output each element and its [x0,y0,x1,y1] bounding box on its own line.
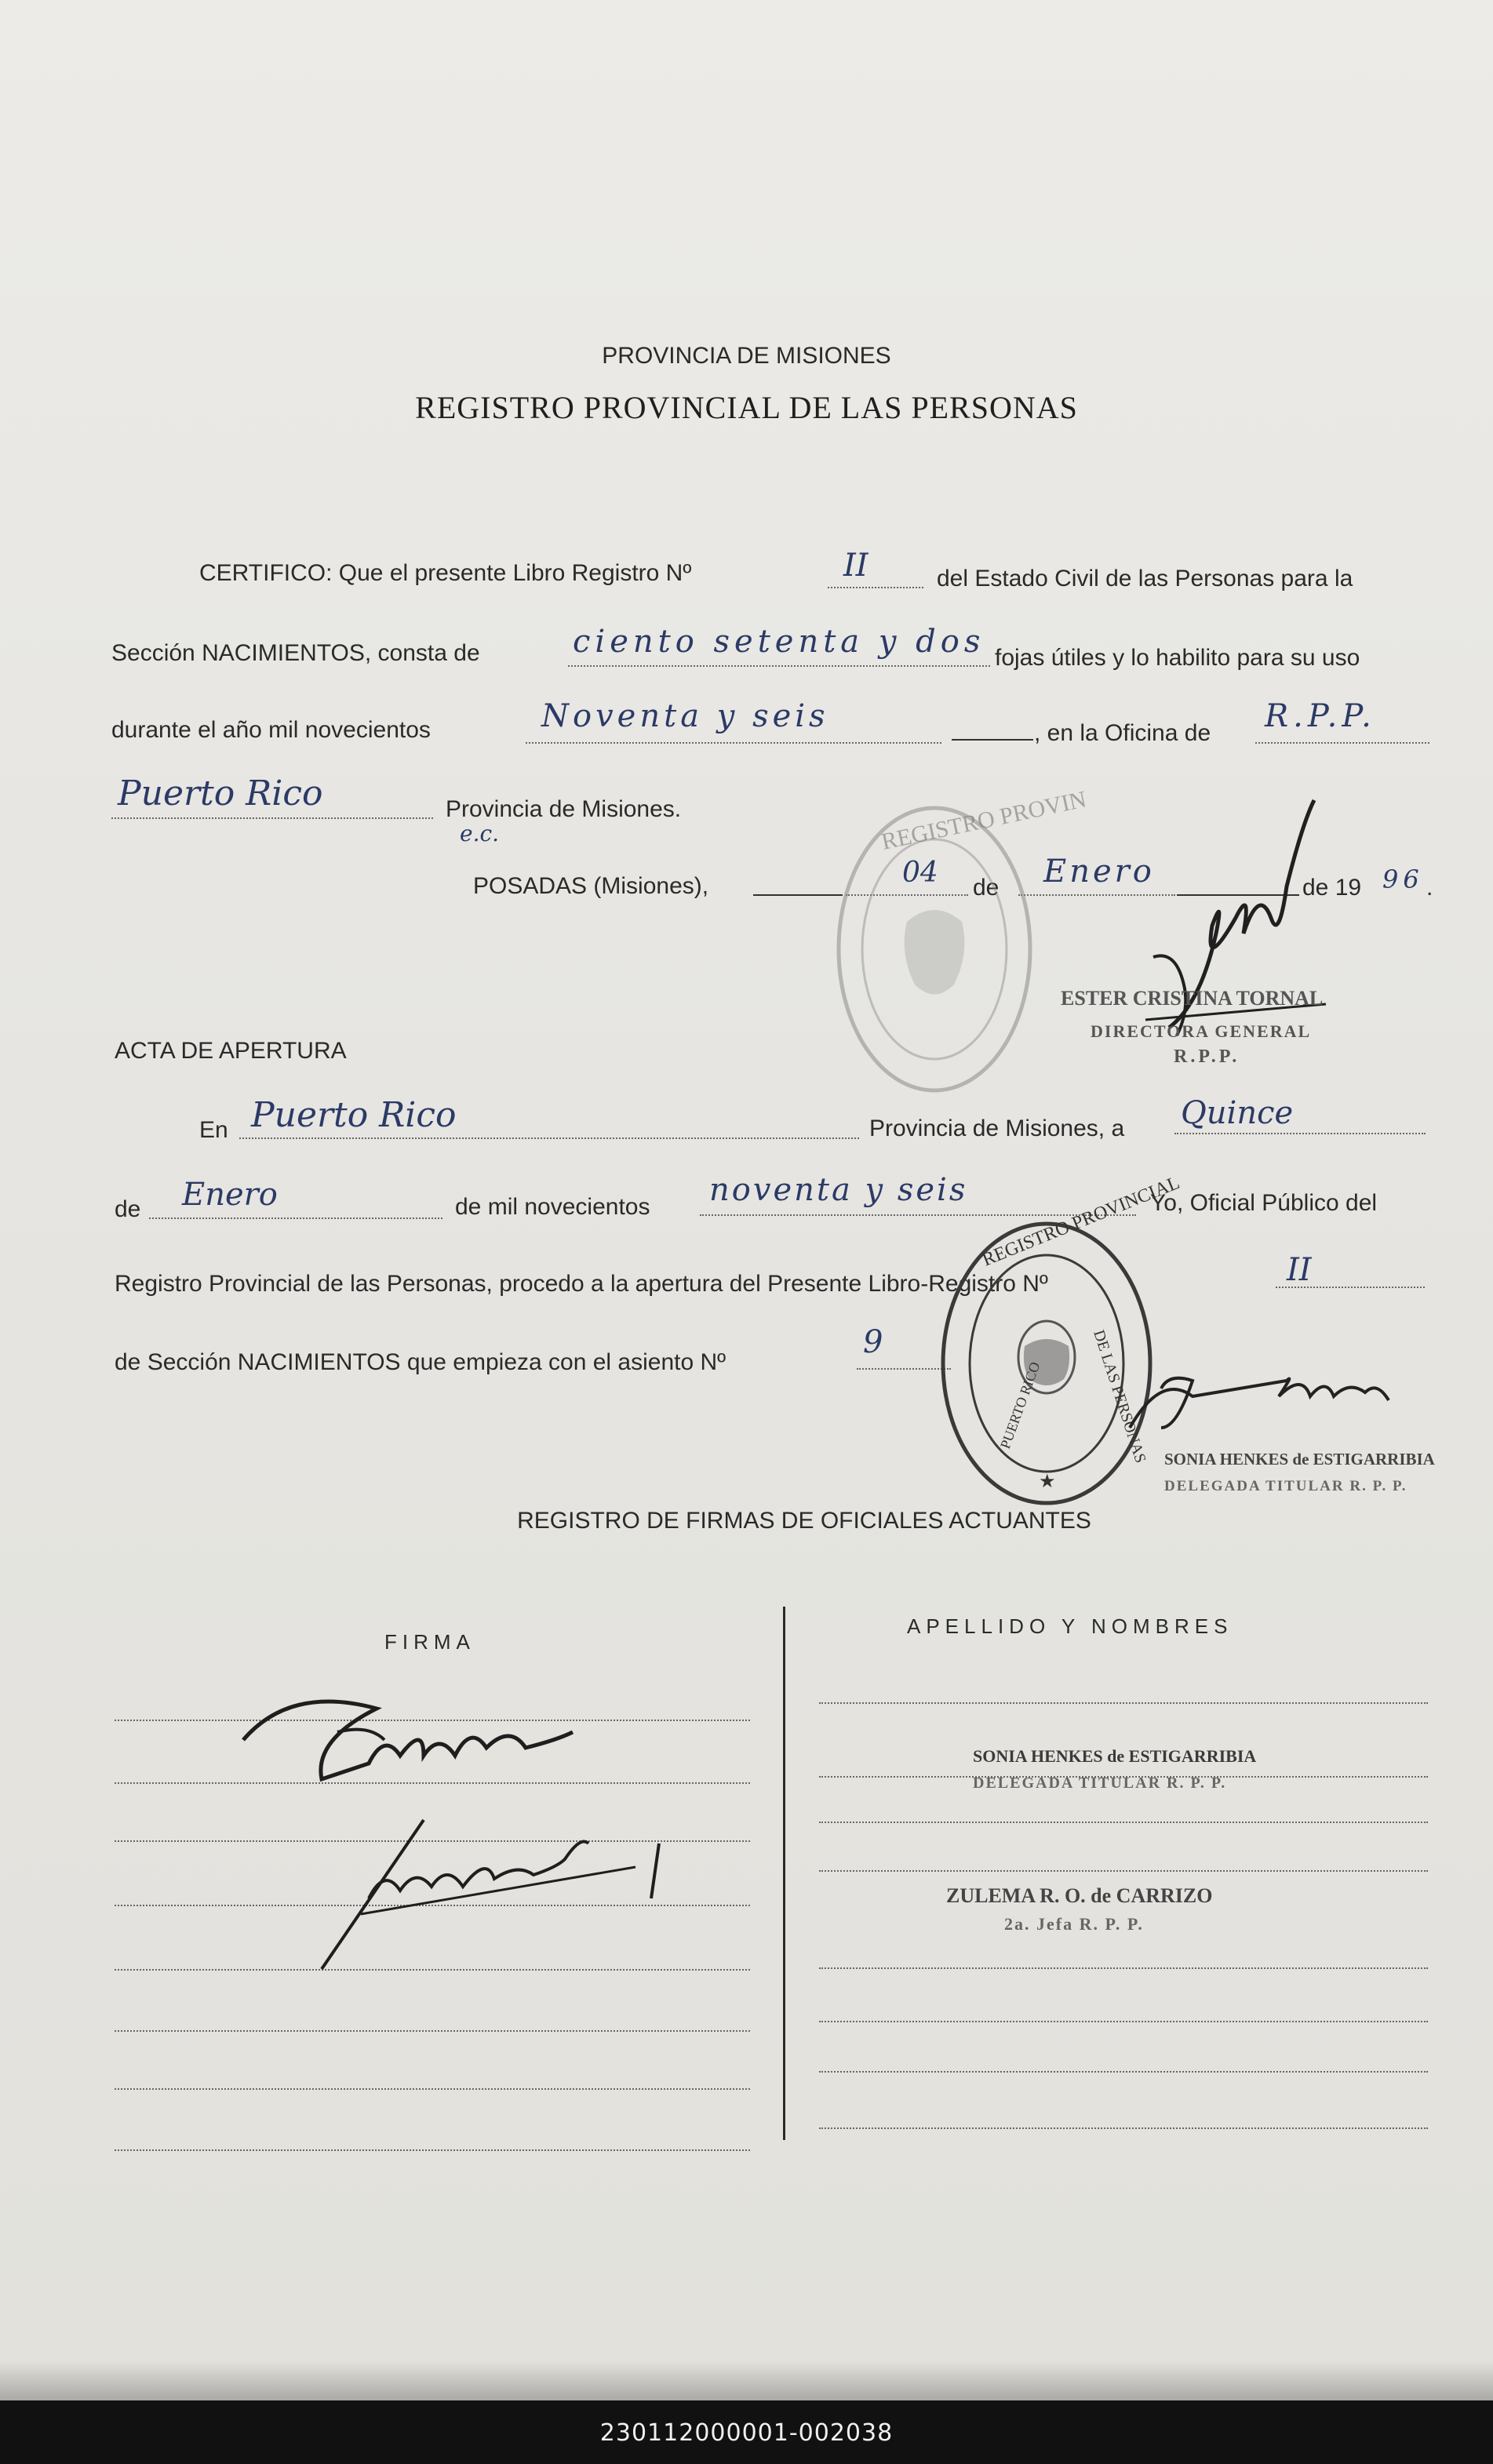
cert-line3-handwriting: Noventa y seis [541,698,829,734]
firma-signature-2 [314,1820,675,1977]
svg-text:PUERTO RICO: PUERTO RICO [996,1359,1043,1451]
cert-line4-handwriting2: e.c. [460,821,500,846]
nombre-row-6 [819,2021,1428,2022]
cert-date-day: 04 [902,857,938,889]
column-divider [783,1607,785,2140]
cert-line2-b: fojas útiles y lo habilito para su uso [995,645,1360,671]
acta-line2-c: Yo, Oficial Público del [1150,1190,1378,1216]
acta-line2-b: de mil novecientos [455,1194,650,1220]
cert-date-de2: de 19 [1302,875,1362,901]
acta-line3-a: Registro Provincial de las Personas, procedo a la apertura del Presente Libro-Registro Nº [115,1271,1048,1297]
firma-row-6 [115,2030,750,2032]
svg-text:★: ★ [1039,1472,1056,1492]
image-caption: 230112000001-002038 [599,2419,894,2447]
cert-line3-dots [526,742,941,744]
cert-date-month: Enero [1043,853,1155,890]
acta-line4-a: de Sección NACIMIENTOS que empieza con el asiento Nº [115,1349,726,1375]
cert-line1-handwriting: II [843,548,868,584]
firma-signature-1 [235,1685,643,1795]
cert-line4-a: Provincia de Misiones. [446,796,682,822]
delegada-signature-top [1114,1357,1412,1451]
nombre-row-1 [819,1702,1428,1704]
acta-line1-a: En [199,1117,228,1143]
cert-line2-handwriting: ciento setenta y dos [573,624,985,660]
firma-row-8 [115,2149,750,2151]
acta-line4-handwriting: 9 [863,1324,883,1360]
cert-date-city: POSADAS (Misiones), [473,873,709,899]
cert-line3-blank [952,739,1033,741]
col-firma-header: FIRMA [384,1630,475,1654]
cert-line3-a: durante el año mil novecientos [111,717,431,743]
cert-line4-handwriting: Puerto Rico [118,773,323,813]
cert-line1-b: del Estado Civil de las Personas para la [937,566,1353,591]
cert-line2-a: Sección NACIMIENTOS, consta de [111,640,480,666]
cert-date-de: de [973,875,1000,901]
director-stamp-org: R.P.P. [1174,1046,1240,1067]
acta-line1-b: Provincia de Misiones, a [869,1116,1125,1141]
acta-heading: ACTA DE APERTURA [115,1038,347,1064]
province-heading: PROVINCIA DE MISIONES [602,343,891,369]
acta-line1-handwriting2: Quince [1181,1095,1294,1131]
nombre-1-name: SONIA HENKES de ESTIGARRIBIA [973,1746,1257,1766]
cert-line3-b: , en la Oficina de [1034,720,1211,746]
nombre-row-8 [819,2127,1428,2129]
col-nombres-header: APELLIDO Y NOMBRES [907,1614,1233,1638]
acta-line1-dots [239,1137,859,1139]
cert-line1-dots [828,587,923,588]
acta-line2-handwriting2: noventa y seis [709,1172,968,1208]
cert-line3-handwriting2: R.P.P. [1265,698,1376,734]
svg-text:REGISTRO PROVIN: REGISTRO PROVIN [879,786,1089,855]
acta-line1-handwriting: Puerto Rico [251,1095,457,1135]
firmas-title: REGISTRO DE FIRMAS DE OFICIALES ACTUANTES [517,1508,1091,1534]
delegada-stamp-title: DELEGADA TITULAR R. P. P. [1164,1478,1407,1494]
nombre-row-5 [819,1967,1428,1969]
nombre-row-3 [819,1822,1428,1823]
director-stamp-name: ESTER CRISTINA TORNAL [1061,987,1324,1010]
cert-date-period: . [1426,875,1433,901]
director-stamp-title: DIRECTORA GENERAL [1091,1021,1312,1041]
cert-date-year: 96 [1382,864,1424,894]
svg-text:DE LAS PERSONAS: DE LAS PERSONAS [1090,1327,1149,1465]
acta-line2-dots [149,1217,442,1219]
cert-line2-dots [568,665,990,667]
page-bottom-shadow [0,2361,1493,2400]
svg-text:REGISTRO PROVINCIAL: REGISTRO PROVINCIAL [979,1172,1183,1271]
delegada-stamp-name: SONIA HENKES de ESTIGARRIBIA [1164,1450,1435,1469]
nombre-row-4 [819,1870,1428,1872]
nombre-2-name: ZULEMA R. O. de CARRIZO [946,1884,1213,1907]
cert-line3-dots2 [1255,742,1429,744]
nombre-2-title: 2a. Jefa R. P. P. [1004,1914,1144,1934]
acta-line3-handwriting: II [1287,1252,1312,1288]
acta-line2-a: de [115,1196,141,1222]
cert-line4-dots [111,817,433,819]
registry-heading: REGISTRO PROVINCIAL DE LAS PERSONAS [415,390,1078,425]
acta-line1-dots2 [1174,1133,1426,1134]
nombre-row-7 [819,2071,1428,2073]
acta-line2-handwriting: Enero [182,1177,278,1213]
cert-line1-a: CERTIFICO: Que el presente Libro Registro Nº [199,560,692,586]
firma-row-7 [115,2088,750,2090]
nombre-1-title: DELEGADA TITULAR R. P. P. [973,1774,1227,1792]
